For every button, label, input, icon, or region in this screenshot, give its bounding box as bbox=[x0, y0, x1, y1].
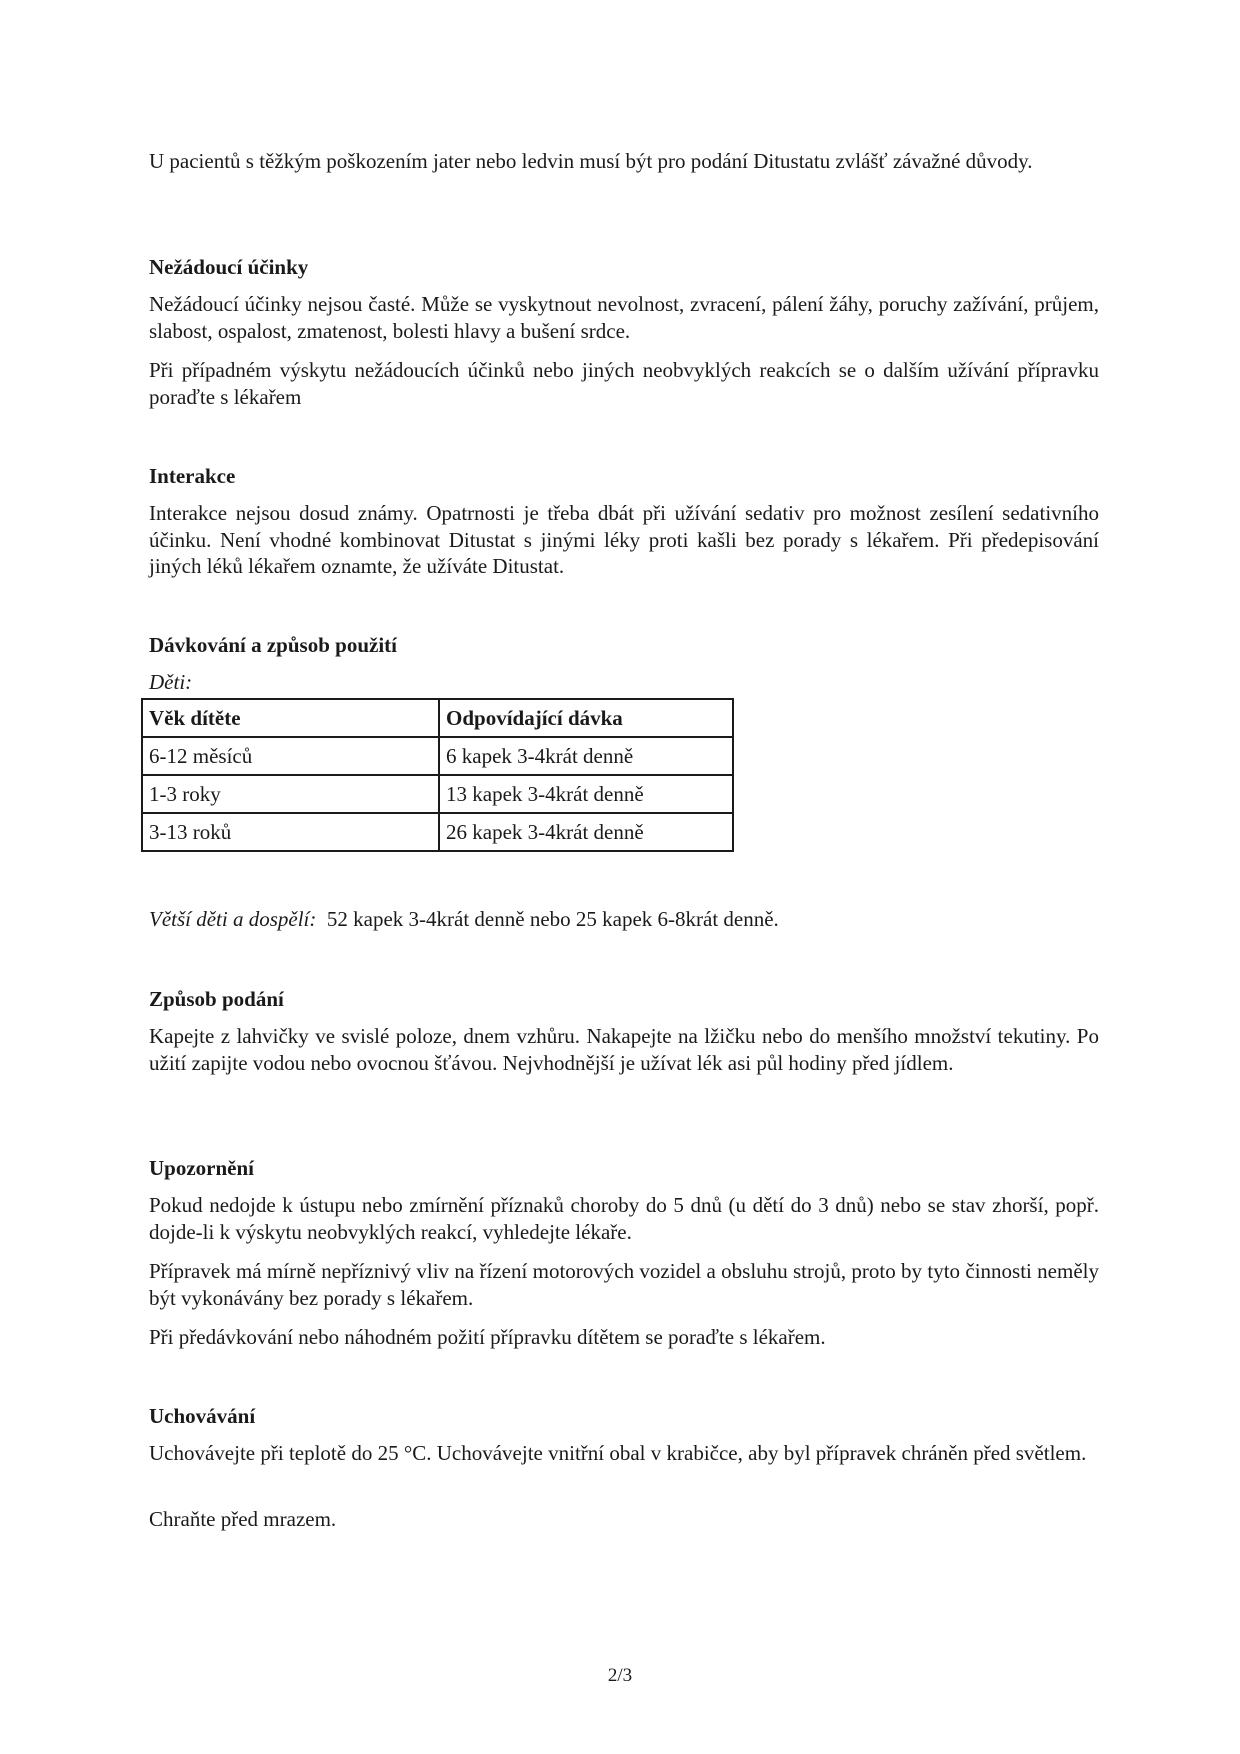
table-cell-age: 6-12 měsíců bbox=[142, 737, 439, 775]
table-cell-dose: 6 kapek 3-4krát denně bbox=[439, 737, 733, 775]
table-row bbox=[142, 813, 733, 851]
interactions-paragraph: Interakce nejsou dosud známy. Opatrnosti je třeba dbát při užívání sedativ pro možnost zesílení sedativního účinku. Není vhodné kombinovat Ditustat s jinými léky proti kašli bez porady s lékařem. Při předepisování jiných léků lékařem oznamte, že užíváte Ditustat. bbox=[149, 501, 1099, 578]
warning-paragraph-1: Pokud nedojde k ústupu nebo zmírnění příznaků choroby do 5 dnů (u dětí do 3 dnů) nebo se stav zhorší, popř. dojde-li k výskytu neobvyklých reakcí, vyhledejte lékaře. bbox=[149, 1193, 1099, 1244]
table-row bbox=[142, 775, 733, 813]
side-effects-paragraph-2: Při případném výskytu nežádoucích účinků nebo jiných neobvyklých reakcích se o dalším užívání přípravku poraďte s lékařem bbox=[149, 358, 1099, 409]
administration-paragraph: Kapejte z lahvičky ve svislé poloze, dnem vzhůru. Nakapejte na lžičku nebo do menšího množství tekutiny. Po užití zapijte vodou nebo ovocnou šťávou. Nejvhodnější je užívat lék asi půl hodiny před jídlem. bbox=[149, 1024, 1099, 1075]
side-effects-heading: Nežádoucí účinky bbox=[149, 255, 309, 279]
storage-paragraph-1: Uchovávejte při teplotě do 25 °C. Uchovávejte vnitřní obal v krabičce, aby byl přípravek chráněn před světlem. bbox=[149, 1441, 1087, 1465]
table-cell-age: 3-13 roků bbox=[142, 813, 439, 851]
warning-heading: Upozornění bbox=[149, 1156, 254, 1180]
table-cell-dose: 26 kapek 3-4krát denně bbox=[439, 813, 733, 851]
table-header-age: Věk dítěte bbox=[142, 699, 439, 737]
table-header-dose: Odpovídající dávka bbox=[439, 699, 733, 737]
intro-paragraph: U pacientů s těžkým poškozením jater nebo ledvin musí být pro podání Ditustatu zvlášť závažné důvody. bbox=[149, 149, 1033, 173]
warning-paragraph-2: Přípravek má mírně nepříznivý vliv na řízení motorových vozidel a obsluhu strojů, proto by tyto činnosti neměly být vykonávány bez porady s lékařem. bbox=[149, 1259, 1099, 1310]
table-header-row bbox=[142, 699, 733, 737]
interactions-heading: Interakce bbox=[149, 464, 236, 488]
table-cell-age: 1-3 roky bbox=[142, 775, 439, 813]
dosage-table bbox=[141, 698, 734, 852]
page-number: 2/3 bbox=[607, 1665, 633, 1686]
table-cell-dose: 13 kapek 3-4krát denně bbox=[439, 775, 733, 813]
adults-label: Větší děti a dospělí: bbox=[149, 907, 317, 931]
adults-dosage bbox=[149, 906, 1099, 933]
warning-paragraph-3: Při předávkování nebo náhodném požití přípravku dítětem se poraďte s lékařem. bbox=[149, 1325, 826, 1349]
table-row bbox=[142, 737, 733, 775]
dosage-heading: Dávkování a způsob použití bbox=[149, 633, 397, 657]
storage-heading: Uchovávání bbox=[149, 1404, 256, 1428]
side-effects-paragraph-1: Nežádoucí účinky nejsou časté. Může se vyskytnout nevolnost, zvracení, pálení žáhy, poruchy zažívání, průjem, slabost, ospalost, zmatenost, bolesti hlavy a bušení srdce. bbox=[149, 292, 1099, 343]
adults-dosage-text: 52 kapek 3-4krát denně nebo 25 kapek 6-8krát denně. bbox=[326, 907, 779, 931]
children-label: Děti: bbox=[149, 670, 193, 694]
storage-paragraph-2: Chraňte před mrazem. bbox=[149, 1507, 337, 1531]
administration-heading: Způsob podání bbox=[149, 987, 284, 1011]
